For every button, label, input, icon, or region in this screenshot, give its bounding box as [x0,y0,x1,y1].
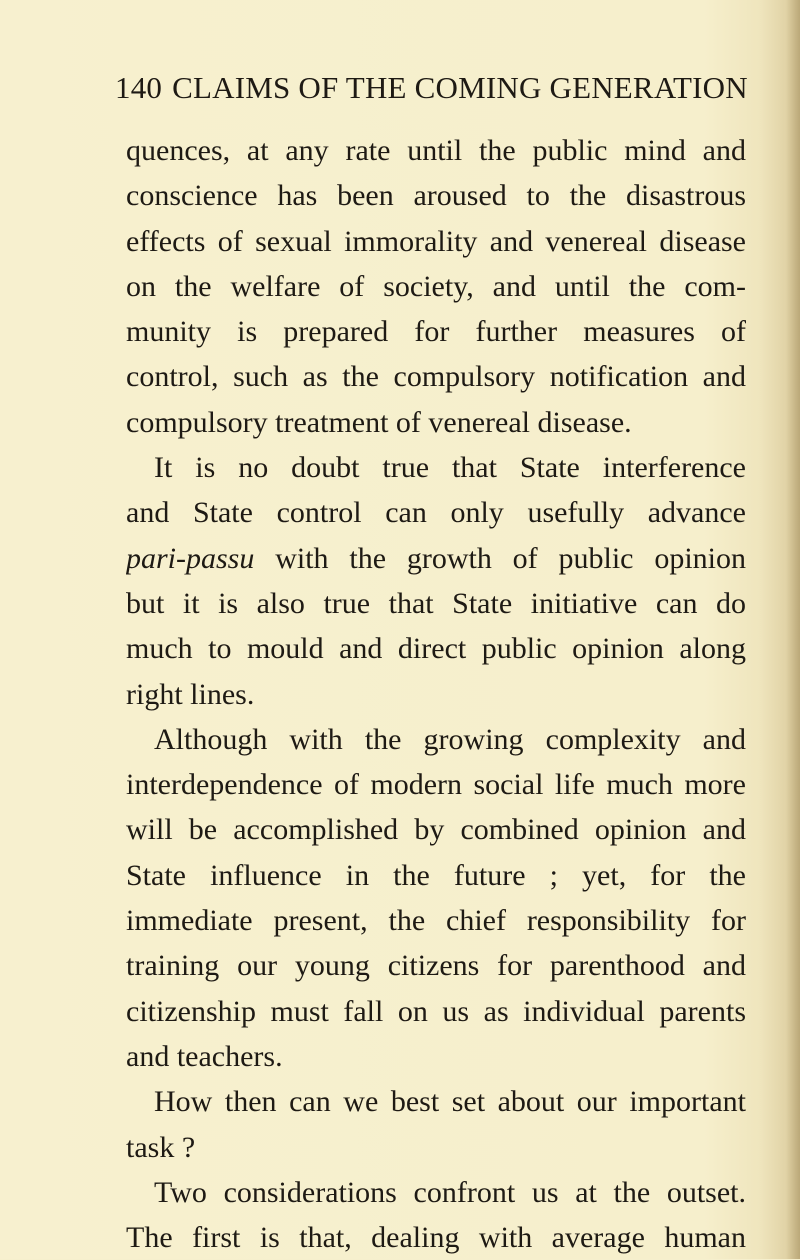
line-text: with the growth of public opinion [254,541,746,575]
line-text: compulsory treatment of venereal disease. [126,405,632,439]
page-edge-shadow [786,0,800,1259]
text-line [126,354,746,399]
text-line [126,219,746,264]
line-text: interdependence of modern social life much more [126,768,746,802]
text-line [126,853,746,898]
text-line [126,989,746,1034]
line-text: State influence in the future ; yet, for the [126,858,746,892]
text-line [126,581,746,626]
page-number: 140 [115,70,163,105]
line-text: on the welfare of society, and until the com- [126,269,746,303]
text-line [126,762,746,807]
line-text: effects of sexual immorality and venereal disease [126,224,746,258]
text-line [126,1034,746,1079]
line-text: Two considerations confront us at the outset. [154,1175,746,1209]
text-line [126,898,746,943]
text-line [126,807,746,852]
text-line [126,1125,746,1170]
line-text: right lines. [126,677,255,711]
line-text: conscience has been aroused to the disastrous [126,179,746,213]
line-text: training our young citizens for parenthood and [126,949,746,983]
line-text: munity is prepared for further measures of [126,315,746,349]
text-line [126,626,746,671]
text-line [126,1079,746,1124]
text-line [126,400,746,445]
line-text: task ? [126,1130,196,1164]
text-line [126,264,746,309]
italic-phrase: pari-passu [126,541,255,575]
text-line [126,490,746,535]
text-line [126,672,746,717]
line-text: How then can we best set about our important [154,1085,746,1119]
line-text: The first is that, dealing with average human [126,1221,746,1255]
line-text: will be accomplished by combined opinion and [126,813,746,847]
text-line [126,445,746,490]
line-text: but it is also true that State initiative can do [126,586,746,620]
line-text: It is no doubt true that State interference [154,451,746,485]
text-line [126,1215,746,1260]
line-text: immediate present, the chief responsibility for [126,904,746,938]
line-text: and teachers. [126,1039,283,1073]
text-line [126,536,746,581]
text-line [126,173,746,218]
text-line [126,128,746,173]
line-text: citizenship must fall on us as individual parents [126,994,746,1028]
line-text: Although with the growing complexity and [154,722,746,756]
running-header [115,66,748,110]
text-line [126,943,746,988]
running-title: CLAIMS OF THE COMING GENERATION [172,70,748,105]
text-line [126,1170,746,1215]
text-line [126,717,746,762]
line-text: quences, at any rate until the public mind and [126,134,746,167]
line-text: control, such as the compulsory notification and [126,360,746,394]
line-text: much to mould and direct public opinion along [126,632,746,666]
body-text [126,128,746,1260]
line-text: and State control can only usefully advance [126,496,746,530]
text-line [126,309,746,354]
